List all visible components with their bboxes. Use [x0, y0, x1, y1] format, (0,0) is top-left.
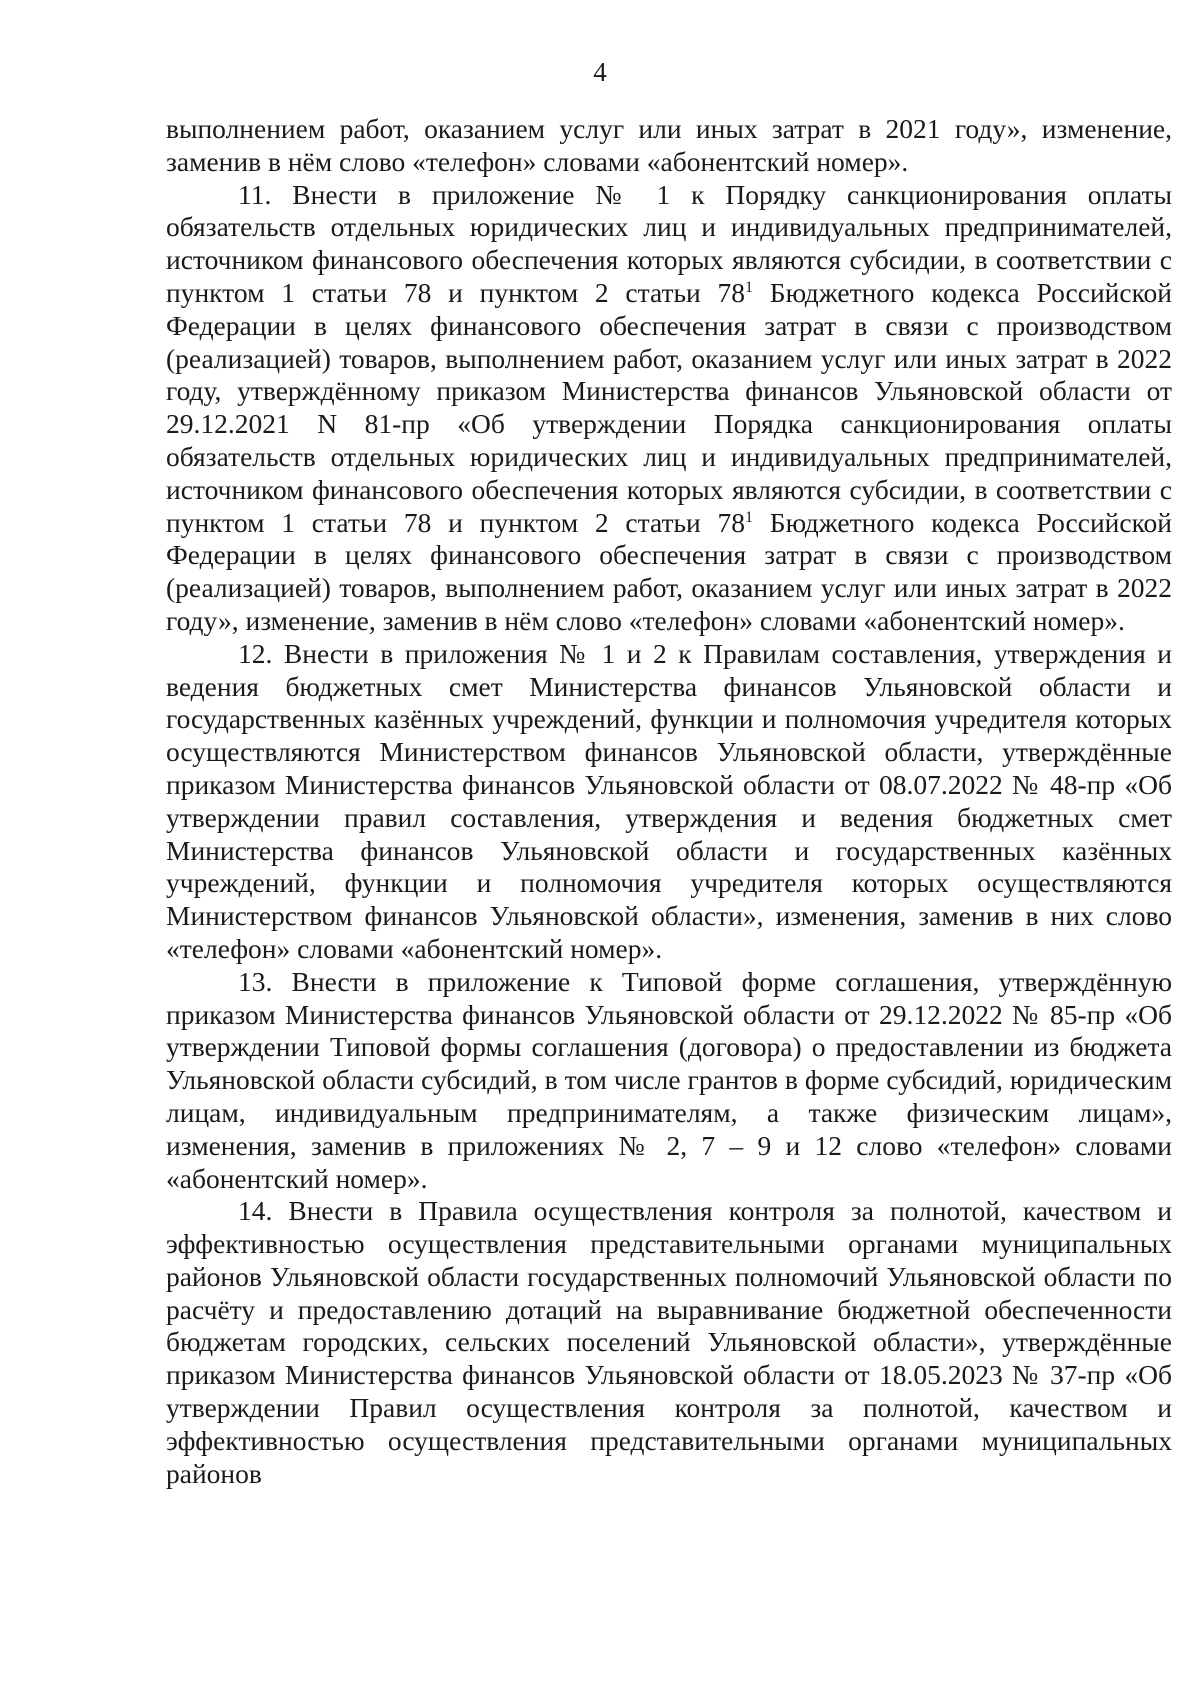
- paragraph-item-14: 14. Внести в Правила осуществления контроля за полнотой, качеством и эффективностью осуществления представительными органами муниципальных районов Ульяновской области государственных полномочий Ульяновской области по расчёту и предоставлению дотаций на выравнивание бюджетной обеспеченности бюджетам городских, сельских поселений Ульяновской области», утверждённые приказом Министерства финансов Ульяновской области от 18.05.2023 № 37-пр «Об утверждении Правил осуществления контроля за полнотой, качеством и эффективностью осуществления представительными органами муниципальных районов: [166, 1195, 1172, 1489]
- paragraph-item-11: 11. Внести в приложение № 1 к Порядку санкционирования оплаты обязательств отдельных юридических лиц и индивидуальных предпринимателей, источником финансового обеспечения которых являются субсидии, в соответствии с пунктом 1 статьи 78 и пунктом 2 статьи $78^1$ Бюджетного кодекса Российской Федерации в целях финансового обеспечения затрат в связи с производством (реализацией) товаров, выполнением работ, оказанием услуг или иных затрат в 2022 году, утверждённому приказом Министерства финансов Ульяновской области от 29.12.2021 N 81-пр «Об утверждении Порядка санкционирования оплаты обязательств отдельных юридических лиц и индивидуальных предпринимателей, источником финансового обеспечения которых являются субсидии, в соответствии с пунктом 1 статьи 78 и пунктом 2 статьи $78^1$ Бюджетного кодекса Российской Федерации в целях финансового обеспечения затрат в связи с производством (реализацией) товаров, выполнением работ, оказанием услуг или иных затрат в 2022 году», изменение, заменив в нём слово «телефон» словами «абонентский номер».: [166, 178, 1173, 636]
- page-number: 4: [593, 57, 607, 87]
- paragraph-continuation: выполнением работ, оказанием услуг или иных затрат в 2021 году», изменение, заменив в нём слово «телефон» словами «абонентский номер».: [166, 113, 1172, 177]
- paragraph-item-13: 13. Внести в приложение к Типовой форме соглашения, утверждённую приказом Министерства финансов Ульяновской области от 29.12.2022 № 85-пр «Об утверждении Типовой формы соглашения (договора) о предоставлении из бюджета Ульяновской области субсидий, в том числе грантов в форме субсидий, юридическим лицам, индивидуальным предпринимателям, а также физическим лицам», изменения, заменив в приложениях № 2, 7 – 9 и 12 слово «телефон» словами «абонентский номер».: [166, 965, 1172, 1194]
- document-body: [166, 113, 1172, 1490]
- paragraph-item-12: 12. Внести в приложения № 1 и 2 к Правилам составления, утверждения и ведения бюджетных смет Министерства финансов Ульяновской области и государственных казённых учреждений, функции и полномочия учредителя которых осуществляются Министерством финансов Ульяновской области, утверждённые приказом Министерства финансов Ульяновской области от 08.07.2022 № 48-пр «Об утверждении правил составления, утверждения и ведения бюджетных смет Министерства финансов Ульяновской области и государственных казённых учреждений, функции и полномочия учредителя которых осуществляются Министерством финансов Ульяновской области», изменения, заменив в них слово «телефон» словами «абонентский номер».: [166, 637, 1172, 964]
